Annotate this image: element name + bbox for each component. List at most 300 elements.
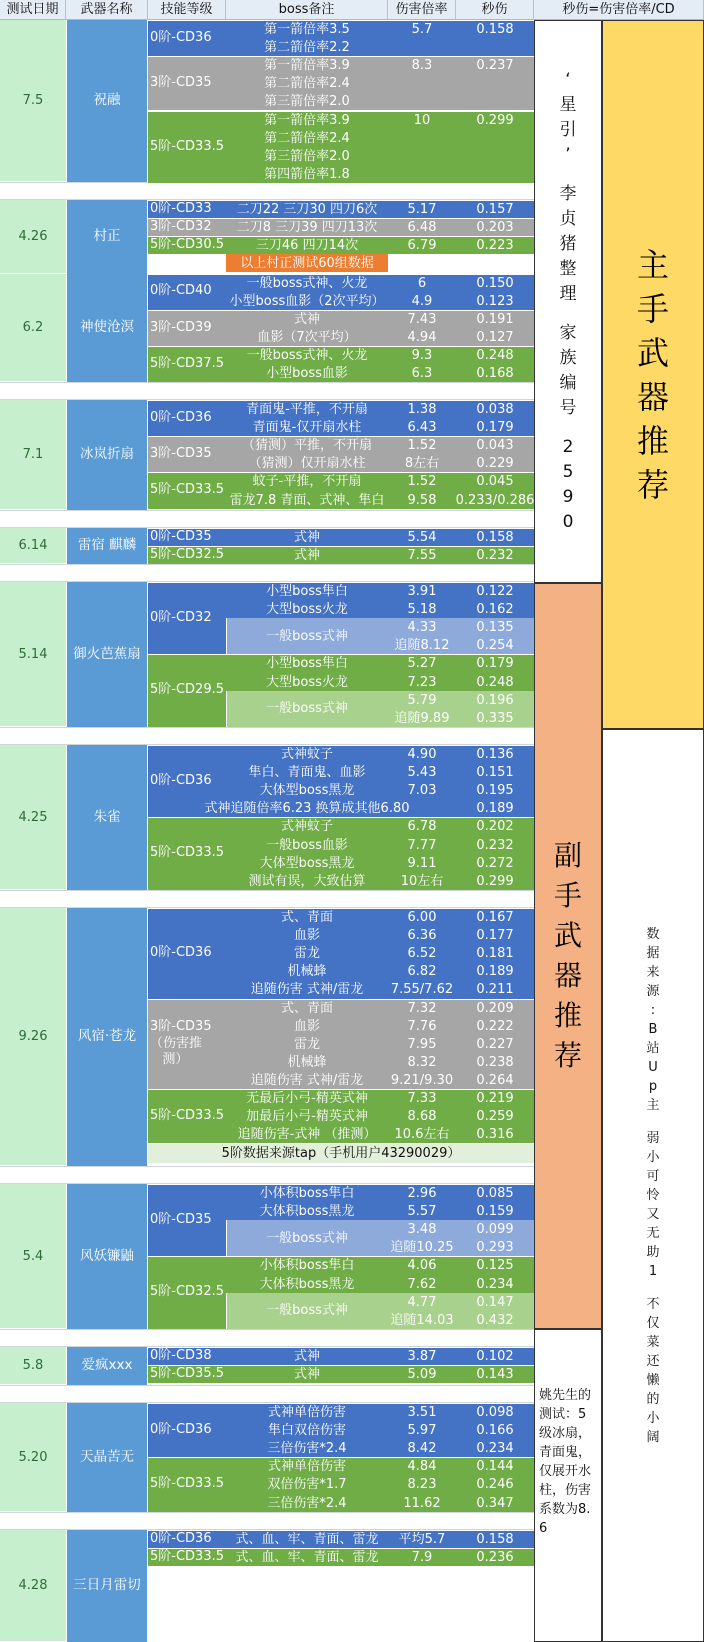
damage-multiplier: 8左右 bbox=[404, 456, 440, 472]
boss-note: 雷龙 bbox=[293, 1036, 320, 1052]
label-char: 武 bbox=[636, 333, 669, 372]
dps-value: 0.335 bbox=[476, 710, 514, 726]
damage-multiplier: 5.43 bbox=[407, 765, 437, 781]
dps-value: 0.158 bbox=[476, 22, 514, 37]
boss-note: 第二箭倍率2.4 bbox=[264, 130, 350, 146]
boss-note: 大型boss火龙 bbox=[266, 674, 348, 690]
damage-multiplier bbox=[388, 74, 456, 93]
weapon-name: 天晶苦无 bbox=[66, 1403, 148, 1512]
skill-level: 3阶-CD39 bbox=[150, 319, 212, 335]
boss-note: 大型boss火龙 bbox=[266, 602, 348, 618]
credit-char: 号 bbox=[559, 398, 577, 418]
damage-multiplier: 6.79 bbox=[407, 238, 437, 254]
credit-char: 贞 bbox=[559, 209, 577, 229]
boss-note: 小型boss隼白 bbox=[266, 584, 348, 599]
damage-multiplier: 5.97 bbox=[407, 1423, 437, 1439]
skill-level: 0阶-CD32 bbox=[150, 610, 212, 626]
label-char: 荐 bbox=[636, 465, 669, 504]
weapon-name: 风妖镰鼬 bbox=[66, 1184, 148, 1329]
boss-note: 式、青面 bbox=[280, 1000, 333, 1016]
damage-multiplier: 8.3 bbox=[411, 58, 433, 74]
damage-multiplier: 4.33 bbox=[407, 620, 437, 636]
damage-multiplier: 7.95 bbox=[407, 1036, 437, 1052]
label-char: 主 bbox=[636, 245, 669, 284]
dps-value: 0.189 bbox=[476, 801, 514, 817]
damage-multiplier bbox=[388, 129, 456, 148]
damage-multiplier: 10左右 bbox=[400, 873, 444, 889]
boss-note: 第三箭倍率2.0 bbox=[264, 94, 350, 110]
weapon-name: 御火芭蕉扇 bbox=[66, 582, 148, 727]
boss-note: 第三箭倍率2.0 bbox=[264, 148, 350, 164]
label-char: 手 bbox=[636, 289, 669, 328]
credit-char: 星 bbox=[559, 95, 577, 115]
dps-value: 0.264 bbox=[476, 1072, 514, 1088]
damage-multiplier: 4.94 bbox=[407, 329, 437, 345]
damage-multiplier: 平均5.7 bbox=[398, 1532, 446, 1547]
dps-value: 0.248 bbox=[476, 674, 514, 690]
dps-value: 0.181 bbox=[476, 946, 514, 962]
source-char: B bbox=[648, 1021, 658, 1037]
source-char: 还 bbox=[646, 1353, 660, 1369]
boss-note: 机械蜂 bbox=[287, 1054, 327, 1070]
dps-value: 0.232 bbox=[476, 837, 514, 853]
dps-value: 0.122 bbox=[476, 584, 514, 599]
date-cell: 7.1 bbox=[0, 400, 66, 510]
damage-multiplier: 3.87 bbox=[407, 1349, 437, 1364]
damage-multiplier: 1.52 bbox=[407, 438, 437, 454]
weapon-name: 三日月雷切 bbox=[66, 1530, 148, 1642]
skill-level: 5阶-CD33.5 bbox=[150, 138, 224, 154]
boss-note: 加最后小弓-精英式神 bbox=[246, 1109, 368, 1125]
damage-multiplier: 6 bbox=[417, 275, 427, 291]
boss-note: 雷龙 bbox=[293, 946, 320, 962]
dps-value bbox=[456, 165, 534, 184]
source-char: U bbox=[648, 1059, 658, 1075]
damage-multiplier: 10.6左右 bbox=[394, 1127, 450, 1143]
credit-char: 引 bbox=[559, 120, 577, 140]
source-char: 怜 bbox=[646, 1187, 660, 1203]
damage-multiplier: 7.62 bbox=[407, 1276, 437, 1292]
boss-note: 大体型boss黑龙 bbox=[259, 783, 355, 799]
boss-note: 式神 bbox=[293, 548, 320, 564]
boss-note: 第一箭倍率3.9 bbox=[264, 112, 350, 128]
dps-value: 0.151 bbox=[476, 765, 514, 781]
boss-note: 式神蚊子 bbox=[280, 819, 333, 835]
dps-value: 0.179 bbox=[476, 420, 514, 436]
label-char: 手 bbox=[553, 879, 582, 912]
dps-value: 0.432 bbox=[476, 1312, 514, 1328]
boss-note: 青面鬼-平推，不开扇 bbox=[246, 402, 368, 417]
boss-note: 雷龙7.8 青面、式神、隼白 bbox=[229, 492, 385, 508]
dps-value: 0.234 bbox=[476, 1276, 514, 1292]
section-spacer bbox=[0, 1166, 558, 1184]
damage-multiplier: 4.84 bbox=[407, 1459, 437, 1475]
damage-multiplier bbox=[388, 165, 456, 184]
damage-multiplier bbox=[388, 38, 456, 57]
damage-multiplier: 4.9 bbox=[411, 293, 433, 309]
boss-note: 式神单倍伤害 bbox=[267, 1459, 346, 1475]
date-cell: 5.4 bbox=[0, 1184, 66, 1329]
dps-value: 0.179 bbox=[476, 656, 514, 672]
damage-multiplier: 5.79 bbox=[407, 692, 437, 708]
dps-value: 0.136 bbox=[476, 747, 514, 762]
dps-value: 0.167 bbox=[476, 910, 514, 925]
dps-value bbox=[456, 38, 534, 57]
boss-note: 式神 bbox=[293, 530, 320, 545]
subgroup-label: 一般boss式神 bbox=[266, 1230, 348, 1246]
skill-level: 5阶-CD29.5 bbox=[150, 682, 224, 698]
dps-value: 0.211 bbox=[476, 982, 514, 998]
damage-multiplier: 7.55 bbox=[407, 548, 437, 564]
damage-multiplier: 3.48 bbox=[407, 1222, 437, 1238]
dps-value: 0.233/0.286 bbox=[455, 492, 535, 508]
weapon-name: 雷宿 麒麟 bbox=[66, 528, 148, 564]
boss-note: 式神单倍伤害 bbox=[267, 1405, 346, 1420]
dps-value bbox=[456, 92, 534, 111]
damage-multiplier: 追随9.89 bbox=[394, 710, 450, 726]
damage-multiplier: 8.42 bbox=[407, 1441, 437, 1457]
subgroup-label: 一般boss式神 bbox=[266, 628, 348, 644]
credit-char: 5 bbox=[562, 462, 574, 482]
boss-note: 追随伤害 式神/雷龙 bbox=[250, 1072, 364, 1088]
dps-value: 0.202 bbox=[476, 819, 514, 835]
skill-level: 5阶-CD35.5 bbox=[150, 1366, 224, 1382]
skill-level: 0阶-CD36 bbox=[150, 1422, 212, 1438]
dps-value: 0.236 bbox=[476, 1550, 514, 1566]
dps-value: 0.043 bbox=[476, 438, 514, 454]
credit-char: ’ bbox=[565, 145, 571, 165]
credit-char: 编 bbox=[559, 373, 577, 393]
date-cell: 4.25 bbox=[0, 745, 66, 890]
boss-note: 第一箭倍率3.9 bbox=[264, 58, 350, 74]
dps-value: 0.254 bbox=[476, 638, 514, 654]
credit-char: 李 bbox=[559, 184, 577, 204]
boss-note: 式神 bbox=[293, 311, 320, 327]
damage-multiplier: 7.77 bbox=[407, 837, 437, 853]
damage-multiplier: 5.09 bbox=[407, 1367, 437, 1383]
date-cell: 4.26 bbox=[0, 200, 66, 274]
section-spacer bbox=[0, 510, 558, 528]
dps-value: 0.150 bbox=[476, 275, 514, 291]
label-char: 器 bbox=[636, 377, 669, 416]
boss-note: 二刀22 三刀30 四刀6次 bbox=[236, 202, 378, 217]
dps-value: 0.045 bbox=[476, 474, 514, 490]
date-cell: 6.14 bbox=[0, 528, 66, 564]
boss-note: 青面鬼-仅开扇水柱 bbox=[252, 420, 362, 436]
credit-char: 2 bbox=[562, 437, 574, 457]
boss-note: 血影 bbox=[293, 1018, 320, 1034]
damage-multiplier: 6.52 bbox=[407, 946, 437, 962]
date-cell: 5.14 bbox=[0, 582, 66, 727]
damage-multiplier: 6.00 bbox=[407, 910, 437, 925]
header-cell: 秒伤=伤害倍率/CD bbox=[534, 0, 704, 20]
damage-multiplier: 5.57 bbox=[407, 1204, 437, 1220]
section-spacer bbox=[0, 1512, 558, 1530]
damage-multiplier: 11.62 bbox=[403, 1495, 441, 1511]
boss-note: 式神 bbox=[293, 1349, 320, 1364]
damage-multiplier bbox=[388, 147, 456, 166]
murasama-note: 以上村正测试60组数据 bbox=[226, 254, 388, 272]
dps-value: 0.189 bbox=[476, 964, 514, 980]
dps-value: 0.196 bbox=[476, 692, 514, 708]
boss-note: 第四箭倍率1.8 bbox=[264, 166, 350, 182]
dps-value: 0.125 bbox=[476, 1258, 514, 1274]
source-char: 仅 bbox=[646, 1315, 660, 1331]
dps-value bbox=[456, 74, 534, 93]
section-spacer bbox=[0, 1329, 558, 1347]
source-char: 弱 bbox=[646, 1130, 660, 1146]
damage-multiplier: 追随14.03 bbox=[390, 1312, 454, 1328]
dps-value: 0.232 bbox=[476, 548, 514, 564]
dps-value: 0.098 bbox=[476, 1405, 514, 1420]
boss-note: 双倍伤害*1.7 bbox=[267, 1477, 347, 1493]
boss-note: 隼白、青面鬼、血影 bbox=[248, 765, 366, 781]
damage-multiplier: 1.52 bbox=[407, 474, 437, 490]
boss-note: 隼白双倍伤害 bbox=[267, 1423, 346, 1439]
skill-level: 5阶-CD37.5 bbox=[150, 355, 224, 371]
label-char: 器 bbox=[553, 959, 582, 992]
label-char: 副 bbox=[553, 839, 582, 872]
boss-note: 一般boss式神、火龙 bbox=[246, 275, 368, 291]
weapon-name: 村正 bbox=[66, 200, 148, 274]
credit-char: 理 bbox=[559, 284, 577, 304]
skill-level: 0阶-CD35 bbox=[150, 528, 212, 544]
main-weapon-label bbox=[602, 20, 704, 729]
dps-value: 0.158 bbox=[476, 1532, 514, 1547]
weapon-name: 风宿·苍龙 bbox=[66, 908, 148, 1166]
source-char: 不 bbox=[646, 1296, 660, 1312]
header-cell: 武器名称 bbox=[66, 0, 148, 20]
damage-multiplier: 6.3 bbox=[411, 366, 433, 381]
damage-multiplier: 追随8.12 bbox=[394, 638, 450, 654]
damage-multiplier: 9.11 bbox=[407, 855, 437, 871]
dps-value bbox=[456, 147, 534, 166]
damage-multiplier: 5.54 bbox=[407, 530, 437, 545]
dps-value: 0.299 bbox=[476, 873, 514, 889]
credit-char: 整 bbox=[559, 259, 577, 279]
skill-level: 5阶-CD30.5 bbox=[150, 237, 224, 253]
date-cell: 9.26 bbox=[0, 908, 66, 1166]
source-char: p bbox=[648, 1078, 658, 1094]
dps-value: 0.209 bbox=[476, 1000, 514, 1016]
dps-value: 0.158 bbox=[476, 530, 514, 545]
boss-note: 第二箭倍率2.2 bbox=[264, 40, 350, 56]
dps-value: 0.177 bbox=[476, 928, 514, 944]
boss-note: 血影（7次平均） bbox=[257, 329, 357, 345]
boss-note: 式神追随倍率6.23 换算成其他6.80 bbox=[204, 801, 410, 817]
boss-note: （猜测）平推，不开扇 bbox=[241, 438, 372, 454]
damage-multiplier: 5.17 bbox=[407, 202, 437, 217]
skill-level: 0阶-CD36 bbox=[150, 945, 212, 961]
boss-note: 一般boss血影 bbox=[266, 837, 348, 853]
subgroup-label: 一般boss式神 bbox=[266, 701, 348, 717]
damage-multiplier: 7.9 bbox=[411, 1550, 433, 1566]
dps-value: 0.195 bbox=[476, 783, 514, 799]
dps-value: 0.162 bbox=[476, 602, 514, 618]
credit-char: 家 bbox=[559, 323, 577, 343]
damage-multiplier: 4.06 bbox=[407, 1258, 437, 1274]
section-spacer bbox=[0, 382, 558, 400]
boss-note: 追随伤害 式神/雷龙 bbox=[250, 982, 364, 998]
dps-value: 0.248 bbox=[476, 347, 514, 363]
boss-note: 第二箭倍率2.4 bbox=[264, 76, 350, 92]
skill-level: 0阶-CD40 bbox=[150, 283, 212, 299]
boss-note: 式神蚊子 bbox=[280, 747, 333, 762]
dps-value: 0.143 bbox=[476, 1367, 514, 1383]
header-cell: boss备注 bbox=[226, 0, 388, 20]
damage-multiplier: 7.43 bbox=[407, 311, 437, 327]
damage-multiplier: 2.96 bbox=[407, 1186, 437, 1201]
boss-note: 小型boss血影（2次平均） bbox=[229, 293, 385, 309]
damage-multiplier: 10 bbox=[413, 112, 431, 128]
skill-level: 5阶-CD33.5 bbox=[150, 845, 224, 861]
label-char: 推 bbox=[553, 999, 582, 1032]
boss-note: 一般boss式神、火龙 bbox=[246, 347, 368, 363]
dps-value: 0.191 bbox=[476, 311, 514, 327]
dps-value: 0.144 bbox=[476, 1459, 514, 1475]
dps-value: 0.135 bbox=[476, 620, 514, 636]
dps-value: 0.166 bbox=[476, 1423, 514, 1439]
damage-multiplier: 7.32 bbox=[407, 1000, 437, 1016]
source-char: 主 bbox=[646, 1097, 660, 1113]
credit-column bbox=[534, 20, 602, 583]
weapon-name: 冰岚折扇 bbox=[66, 400, 148, 510]
dps-value: 0.085 bbox=[476, 1186, 514, 1201]
skill-level: 0阶-CD35 bbox=[150, 1212, 212, 1228]
source-char: 源 bbox=[646, 983, 660, 999]
skill-level: 5阶-CD33.5 bbox=[150, 482, 224, 498]
header-cell: 技能等级 bbox=[148, 0, 226, 20]
date-cell: 7.5 bbox=[0, 20, 66, 182]
dps-value: 0.299 bbox=[476, 112, 514, 128]
source-char: 阔 bbox=[646, 1429, 660, 1445]
skill-level: 5阶-CD32.5 bbox=[150, 547, 224, 563]
boss-note: 大体积boss黑龙 bbox=[259, 1204, 355, 1220]
dps-value: 0.147 bbox=[476, 1294, 514, 1310]
dps-value: 0.237 bbox=[476, 58, 514, 74]
boss-note: 二刀8 三刀39 四刀13次 bbox=[236, 220, 378, 236]
dps-value: 0.222 bbox=[476, 1018, 514, 1034]
source-char: 小 bbox=[646, 1149, 660, 1165]
date-cell: 6.2 bbox=[0, 274, 66, 383]
dps-value: 0.203 bbox=[476, 220, 514, 236]
section-spacer bbox=[0, 727, 558, 745]
label-char: 推 bbox=[636, 421, 669, 460]
dps-value: 0.159 bbox=[476, 1204, 514, 1220]
damage-multiplier: 9.21/9.30 bbox=[390, 1072, 454, 1088]
boss-note: 小体积boss隼白 bbox=[259, 1258, 355, 1274]
damage-multiplier: 5.18 bbox=[407, 602, 437, 618]
dps-value: 0.347 bbox=[476, 1495, 514, 1511]
dps-value: 0.246 bbox=[476, 1477, 514, 1493]
section-spacer bbox=[0, 890, 558, 908]
damage-multiplier: 6.43 bbox=[407, 420, 437, 436]
damage-multiplier: 1.38 bbox=[407, 402, 437, 417]
skill-level: 5阶-CD32.5 bbox=[150, 1284, 224, 1300]
damage-multiplier: 7.23 bbox=[407, 674, 437, 690]
skill-level: 5阶-CD33.5 bbox=[150, 1108, 224, 1124]
boss-note: 大体积boss黑龙 bbox=[259, 1276, 355, 1292]
dps-value: 0.293 bbox=[476, 1240, 514, 1256]
damage-multiplier: 6.48 bbox=[407, 220, 437, 236]
dps-value: 0.102 bbox=[476, 1349, 514, 1364]
data-source-note: 5阶数据来源tap（手机用户43290029） bbox=[148, 1143, 534, 1163]
source-char: 懒 bbox=[646, 1372, 660, 1388]
boss-note: 第一箭倍率3.5 bbox=[264, 22, 350, 37]
skill-level: 3阶-CD35 bbox=[150, 75, 212, 91]
weapon-name: 神使沧溟 bbox=[66, 274, 148, 383]
dps-value: 0.272 bbox=[476, 855, 514, 871]
sub-weapon-label bbox=[534, 583, 602, 1329]
boss-note: 大体型boss黑龙 bbox=[259, 855, 355, 871]
skill-level: 3阶-CD35 （伤害推 测） bbox=[150, 1019, 212, 1067]
source-char: 助 bbox=[646, 1244, 660, 1260]
skill-level: 3阶-CD35 bbox=[150, 446, 212, 462]
boss-note: 蚊子-平推，不开扇 bbox=[252, 474, 362, 490]
skill-level: 0阶-CD36 bbox=[150, 773, 212, 789]
weapon-name: 爱疯xxx bbox=[66, 1347, 148, 1385]
source-char: 站 bbox=[646, 1040, 660, 1056]
damage-multiplier: 7.03 bbox=[407, 783, 437, 799]
dps-value: 0.038 bbox=[476, 402, 514, 417]
skill-level: 0阶-CD36 bbox=[150, 1530, 212, 1546]
skill-level: 5阶-CD33.5 bbox=[150, 1476, 224, 1492]
damage-multiplier bbox=[388, 92, 456, 111]
source-char: 菜 bbox=[646, 1334, 660, 1350]
damage-multiplier: 9.58 bbox=[407, 492, 437, 508]
dps-value bbox=[456, 129, 534, 148]
damage-multiplier: 6.78 bbox=[407, 819, 437, 835]
weapon-name: 祝融 bbox=[66, 20, 148, 182]
skill-level: 0阶-CD33 bbox=[150, 200, 212, 216]
damage-multiplier: 6.36 bbox=[407, 928, 437, 944]
section-spacer bbox=[0, 1385, 558, 1403]
damage-multiplier: 9.3 bbox=[411, 347, 433, 363]
damage-multiplier: 4.77 bbox=[407, 1294, 437, 1310]
boss-note: 式、血、牢、青面、雷龙 bbox=[235, 1532, 379, 1547]
credit-char: 0 bbox=[562, 512, 574, 532]
source-char: 来 bbox=[646, 964, 660, 980]
dps-value: 0.099 bbox=[476, 1222, 514, 1238]
boss-note: 三倍伤害*2.4 bbox=[267, 1495, 347, 1511]
header-cell: 测试日期 bbox=[0, 0, 66, 20]
credit-char: ‘ bbox=[565, 70, 571, 90]
boss-note: 小型boss隼白 bbox=[266, 656, 348, 672]
section-spacer bbox=[0, 564, 558, 582]
source-char: 可 bbox=[646, 1168, 660, 1184]
damage-multiplier: 3.91 bbox=[407, 584, 437, 599]
boss-note: （猜测）仅开扇水柱 bbox=[248, 456, 366, 472]
dps-value: 0.168 bbox=[476, 366, 514, 381]
damage-multiplier bbox=[388, 799, 456, 818]
damage-multiplier: 5.27 bbox=[407, 656, 437, 672]
skill-level: 0阶-CD36 bbox=[150, 29, 212, 45]
skill-level: 0阶-CD36 bbox=[150, 409, 212, 425]
damage-multiplier: 8.32 bbox=[407, 1054, 437, 1070]
boss-note: 测试有误，大致估算 bbox=[248, 873, 366, 889]
damage-multiplier: 7.55/7.62 bbox=[390, 982, 454, 998]
dps-value: 0.127 bbox=[476, 329, 514, 345]
source-char: 据 bbox=[646, 945, 660, 961]
dps-value: 0.238 bbox=[476, 1054, 514, 1070]
yao-note: 姚先生的测试：5级冰扇，青面鬼，仅展开水柱，伤害系数为8.6 bbox=[534, 1329, 602, 1642]
boss-note: 三倍伤害*2.4 bbox=[267, 1441, 347, 1457]
section-spacer bbox=[0, 182, 558, 200]
source-char: : bbox=[650, 1002, 656, 1018]
dps-value: 0.223 bbox=[476, 238, 514, 254]
date-cell: 5.20 bbox=[0, 1403, 66, 1512]
source-char: 数 bbox=[646, 926, 660, 942]
